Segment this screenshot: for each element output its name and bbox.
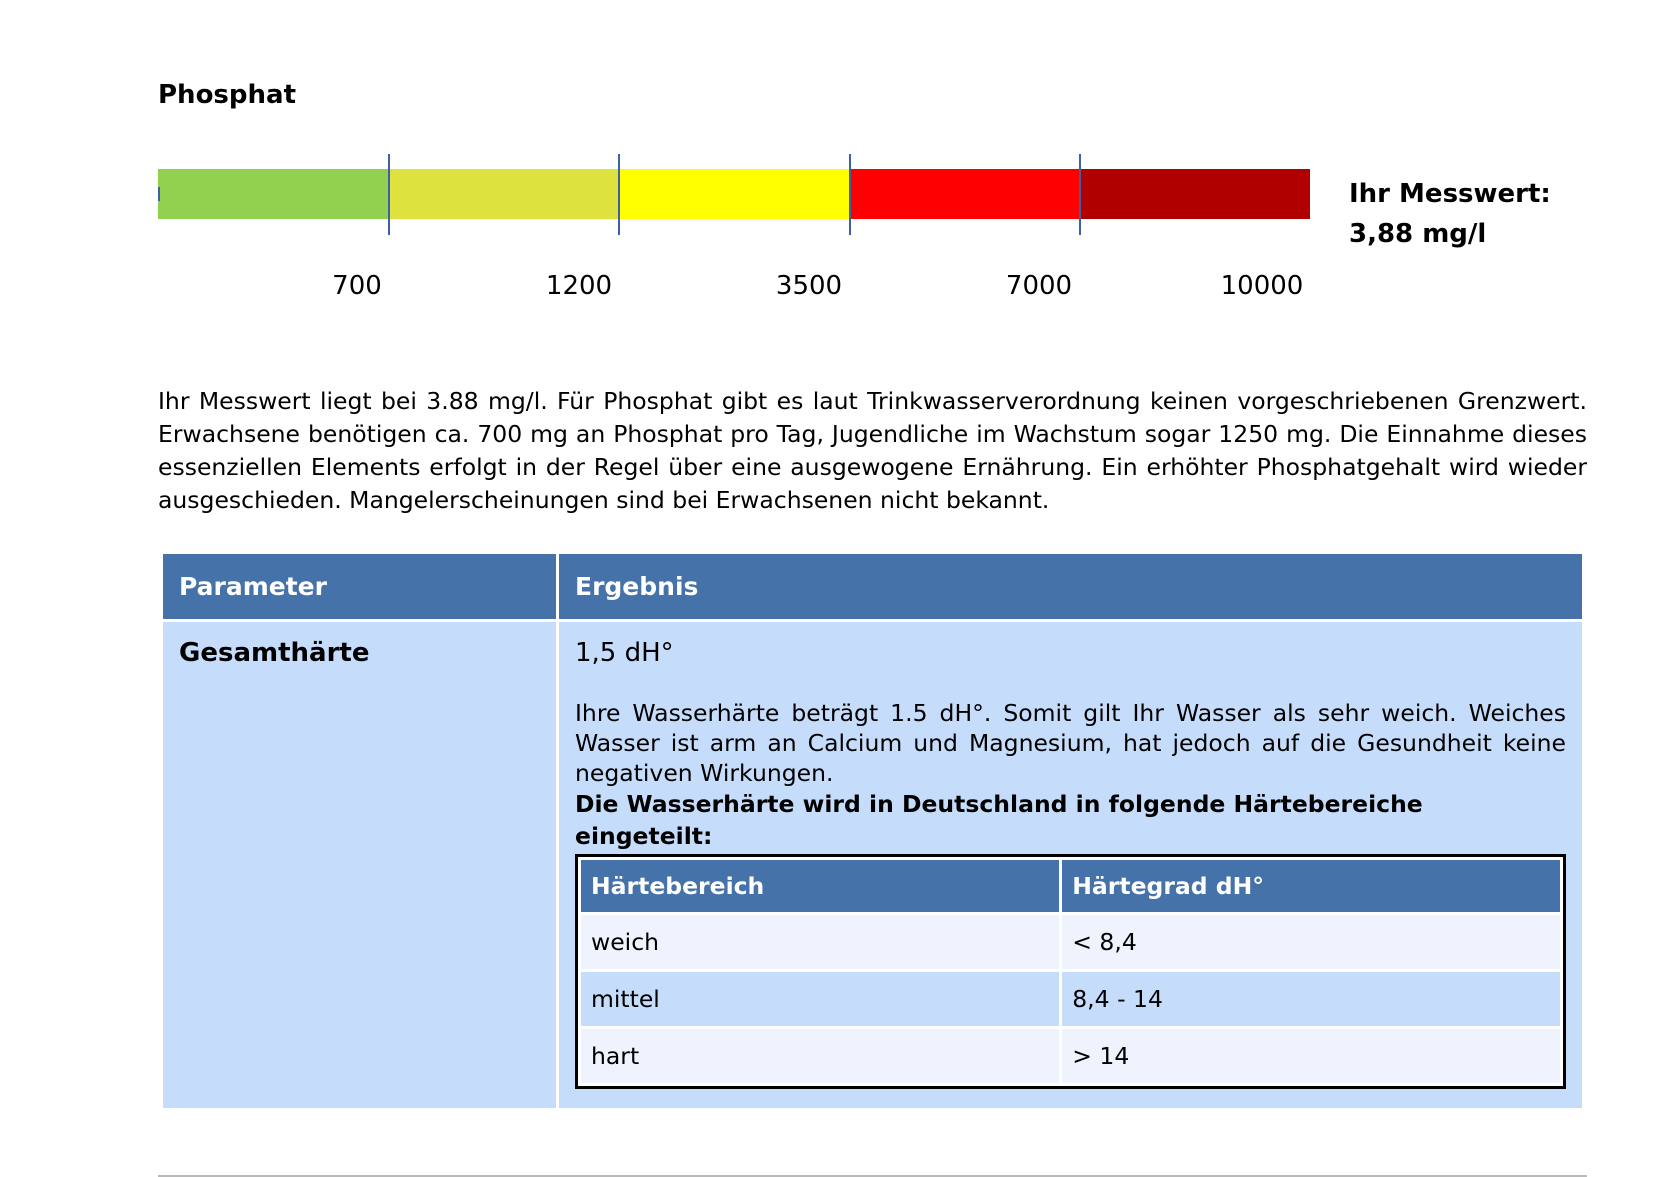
description-text: Ihr Messwert liegt bei 3.88 mg/l. Für Phosphat gibt es laut Trinkwasserverordnung keinen vorgeschriebenen Grenzwert. Erwachsene benötigen ca. 700 mg an Phosphat pro Tag, Jugendliche im Wachstum sogar 1250 mg. Die Einnahme dieses essenziellen Elements erfolgt in der Regel über eine ausgewogene Ernährung. Ein erhöhter Phosphatgehalt wird wieder ausgeschieden. Mangelerscheinungen sind bei Erwachsenen nicht bekannt.: [158, 387, 1587, 514]
column-header-result: Ergebnis: [558, 553, 1584, 621]
scale-tick-label: 7000: [1005, 271, 1073, 301]
result-cell: [558, 621, 1584, 1110]
scale-segment-5: [1080, 169, 1310, 219]
table-row: [581, 915, 1560, 969]
hardness-table-header-row: [581, 860, 1560, 912]
column-header-parameter: Parameter: [162, 553, 558, 621]
hardness-degree-cell: > 14: [1062, 1029, 1560, 1083]
scale-segment-4: [849, 169, 1079, 219]
measured-value-amount: 3,88 mg/l: [1349, 219, 1487, 249]
scale-tick-label: 1200: [545, 271, 613, 301]
result-value: 1,5 dH°: [575, 638, 674, 668]
hardness-degree-cell: 8,4 - 14: [1062, 972, 1560, 1026]
hardness-degree-cell: < 8,4: [1062, 915, 1560, 969]
table-row: [162, 621, 1584, 1110]
measured-value: [1349, 174, 1551, 254]
column-header-hardness-range: Härtebereich: [581, 860, 1059, 912]
scale-tick-label: 700: [332, 271, 382, 301]
measured-value-label: Ihr Messwert:: [1349, 179, 1551, 209]
column-header-hardness-degree: Härtegrad dH°: [1062, 860, 1560, 912]
table-row: [581, 972, 1560, 1026]
scale-divider: [618, 154, 620, 235]
parameter-name: Gesamthärte: [179, 638, 370, 668]
page-title: Phosphat: [158, 80, 296, 110]
scale-divider: [849, 154, 851, 235]
scale-tick-label: 3500: [775, 271, 843, 301]
scale-divider: [1079, 154, 1081, 235]
scale-divider: [388, 154, 390, 235]
scale-segment-3: [619, 169, 849, 219]
scale-segment-2: [388, 169, 618, 219]
scale-tick-label: 10000: [1220, 271, 1304, 301]
hardness-range-table: [575, 854, 1566, 1089]
parameter-cell: [162, 621, 558, 1110]
hardness-range-cell: mittel: [581, 972, 1059, 1026]
hardness-range-cell: weich: [581, 915, 1059, 969]
phosphate-scale-bar: [158, 169, 1310, 219]
table-row: [581, 1029, 1560, 1083]
result-explanation: Ihre Wasserhärte beträgt 1.5 dH°. Somit gilt Ihr Wasser als sehr weich. Weiches Wasser ist arm an Calcium und Magnesium, hat jedoch auf die Gesundheit keine negativen Wirkungen.: [575, 699, 1566, 787]
scale-segment-1: [158, 169, 388, 219]
hardness-range-cell: hart: [581, 1029, 1059, 1083]
result-table: [160, 551, 1585, 1111]
hardness-ranges-intro: Die Wasserhärte wird in Deutschland in folgende Härtebereiche eingeteilt:: [575, 790, 1423, 850]
scale-start-mark: [158, 187, 160, 201]
result-table-header-row: [162, 553, 1584, 621]
